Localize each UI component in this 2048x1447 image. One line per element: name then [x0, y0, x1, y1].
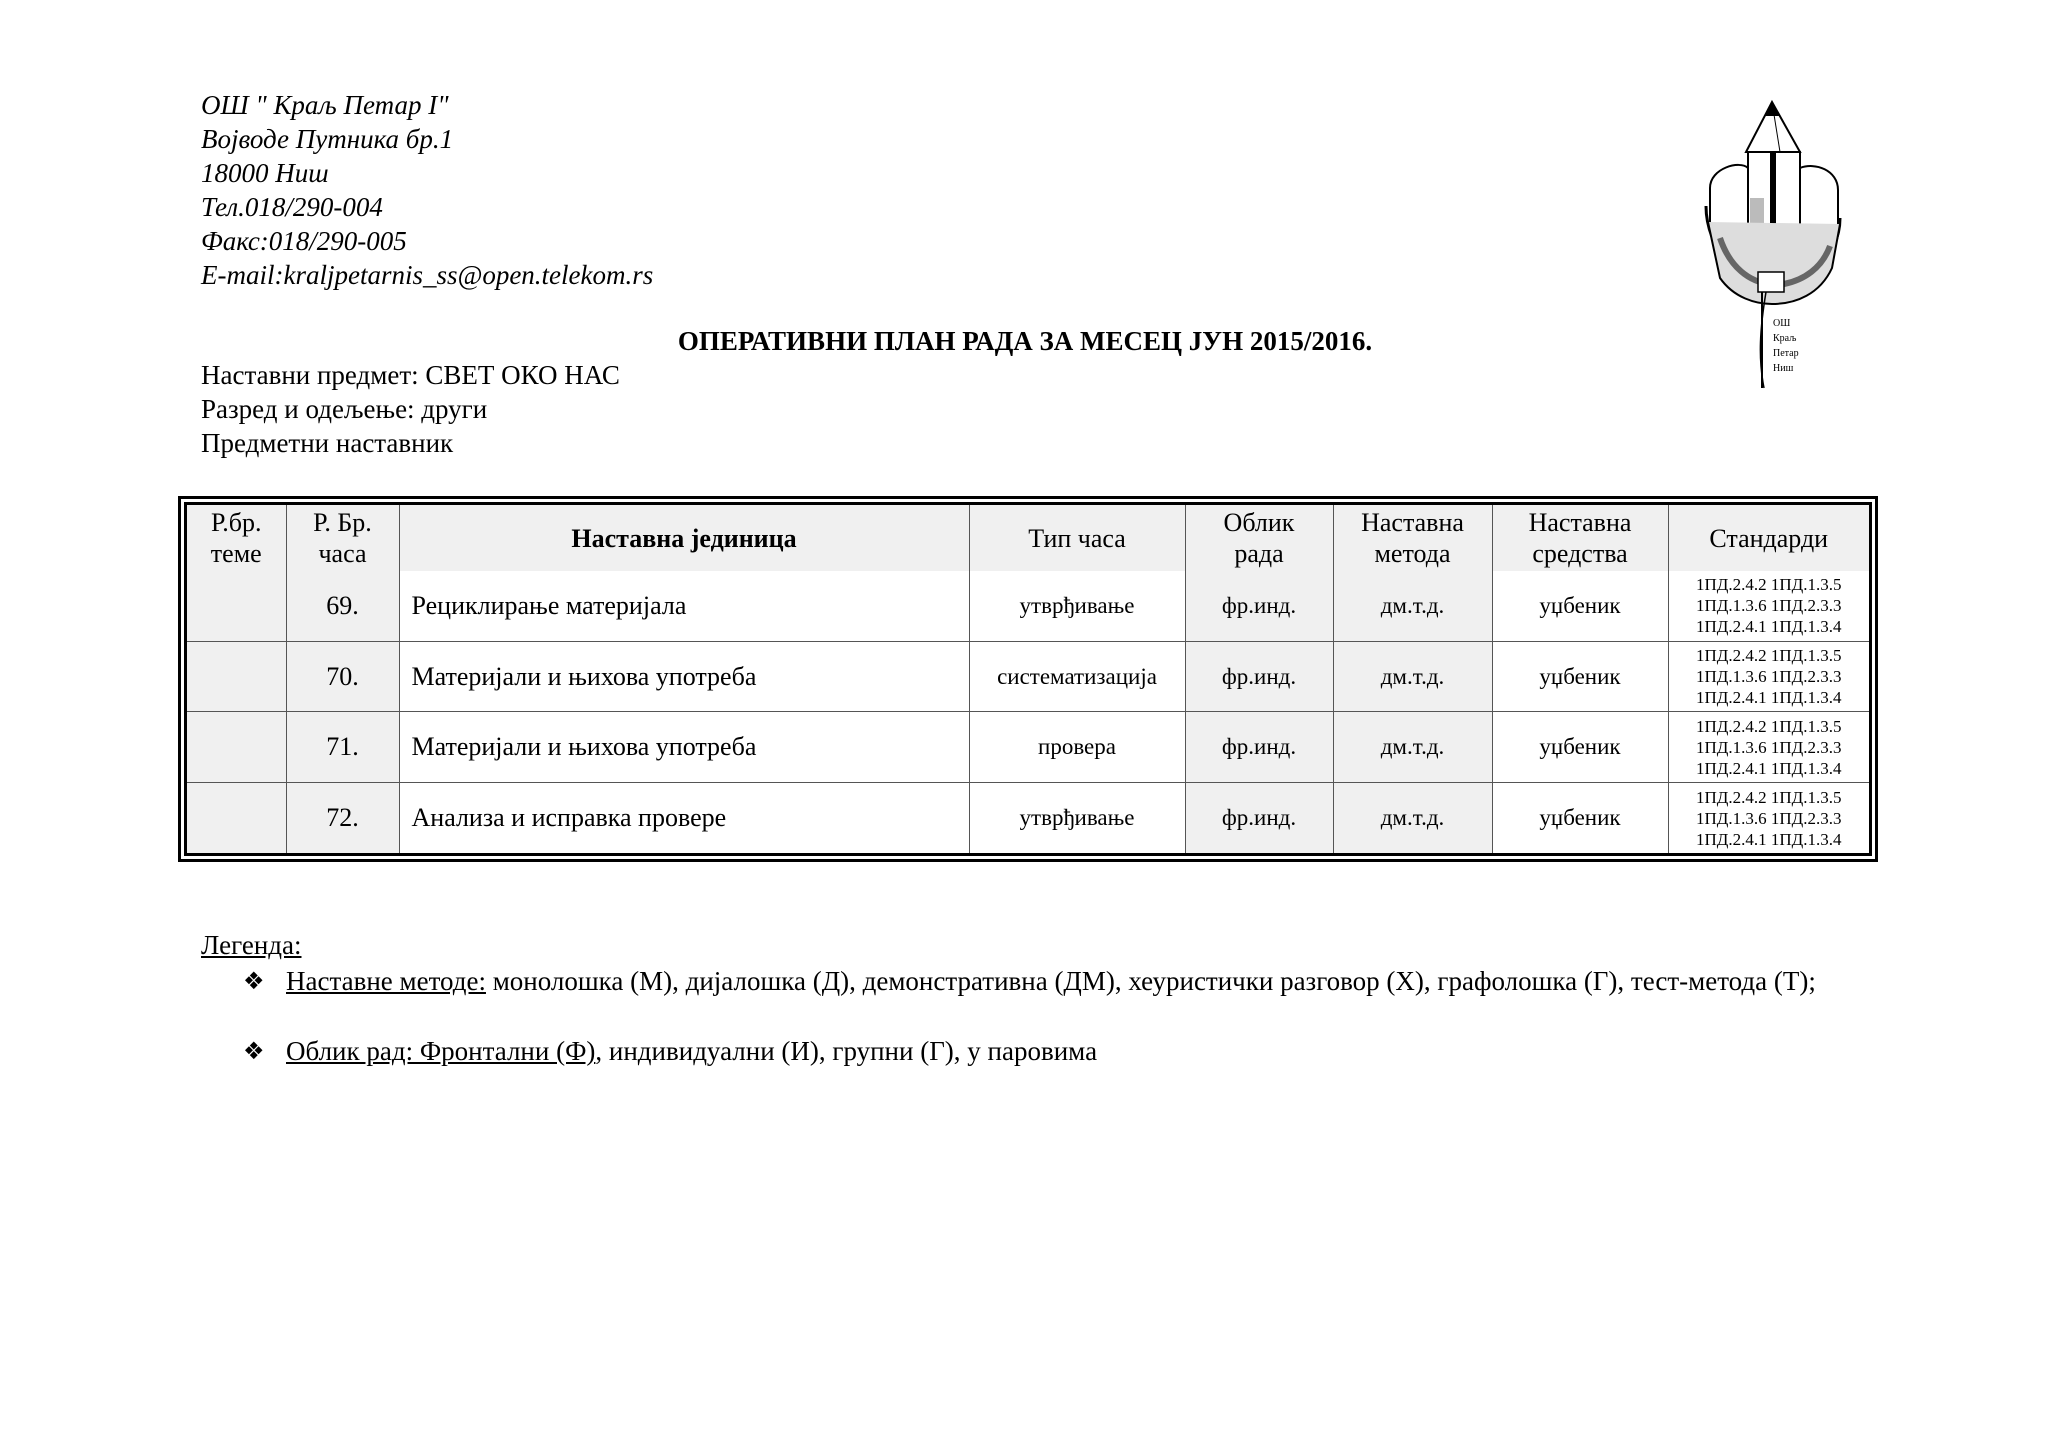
header-work-form [1185, 505, 1333, 571]
cell-form: фр.инд. [1185, 712, 1333, 783]
legend-forms-label: Облик рад: Фронтални (Ф) [286, 1036, 596, 1066]
cell-standards [1668, 571, 1869, 641]
school-city: 18000 Ниш [201, 158, 329, 188]
cell-means: уџбеник [1492, 641, 1668, 712]
plan-table [187, 505, 1869, 853]
cell-topic [187, 712, 286, 783]
cell-topic [187, 641, 286, 712]
school-phone: Тел.018/290-004 [201, 192, 383, 222]
header-topic-number [187, 505, 286, 571]
standards-line: 1ПД.2.4.2 1ПД.1.3.5 [1696, 787, 1842, 807]
standards-line: 1ПД.2.4.1 1ПД.1.3.4 [1696, 617, 1842, 637]
table-row [187, 712, 1869, 783]
diamond-bullet-icon: ❖ [243, 967, 265, 995]
header-teaching-means [1492, 505, 1668, 571]
cell-type: утврђивање [969, 571, 1185, 641]
legend-forms-text: , индивидуални (И), групни (Г), у паровима [595, 1036, 1098, 1066]
cell-method: дм.т.д. [1333, 783, 1492, 853]
cell-lesson: 71. [286, 712, 399, 783]
header-teaching-means-line2: средства [1532, 539, 1628, 568]
standards-line: 1ПД.2.4.2 1ПД.1.3.5 [1696, 716, 1842, 736]
school-email: E-mail:kraljpetarnis_ss@open.telekom.rs [201, 260, 654, 290]
teacher-line: Предметни наставник [201, 428, 454, 458]
header-teaching-unit: Наставна јединица [399, 505, 969, 571]
cell-standards [1668, 712, 1869, 783]
cell-topic [187, 783, 286, 853]
standards-line: 1ПД.1.3.6 1ПД.2.3.3 [1696, 596, 1842, 616]
school-header [201, 88, 653, 292]
document-meta [201, 358, 620, 460]
cell-means: уџбеник [1492, 783, 1668, 853]
school-fax: Факс:018/290-005 [201, 226, 407, 256]
cell-method: дм.т.д. [1333, 712, 1492, 783]
cell-unit: Материјали и њихова употреба [399, 641, 969, 712]
diamond-bullet-icon: ❖ [243, 1037, 265, 1065]
header-standards: Стандарди [1668, 505, 1869, 571]
cell-type: систематизација [969, 641, 1185, 712]
cell-unit: Материјали и њихова употреба [399, 712, 969, 783]
header-work-form-line2: рада [1234, 539, 1284, 568]
standards-line: 1ПД.1.3.6 1ПД.2.3.3 [1696, 737, 1842, 757]
standards-line: 1ПД.2.4.1 1ПД.1.3.4 [1696, 829, 1842, 849]
cell-standards [1668, 783, 1869, 853]
legend-item-forms [243, 1034, 1846, 1068]
header-teaching-method [1333, 505, 1492, 571]
cell-form: фр.инд. [1185, 783, 1333, 853]
cell-standards [1668, 641, 1869, 712]
document-title: ОПЕРАТИВНИ ПЛАН РАДА ЗА МЕСЕЦ ЈУН 2015/2016. [677, 326, 1373, 356]
standards-line: 1ПД.2.4.2 1ПД.1.3.5 [1696, 575, 1842, 595]
legend-item-methods [243, 964, 1846, 998]
cell-lesson: 69. [286, 571, 399, 641]
table-row [187, 571, 1869, 641]
cell-unit: Рециклирање материјала [399, 571, 969, 641]
cell-means: уџбеник [1492, 571, 1668, 641]
grade-line: Разред и одељење: други [201, 394, 488, 424]
logo-text-line4: Ниш [1773, 363, 1794, 374]
cell-lesson: 72. [286, 783, 399, 853]
standards-line: 1ПД.1.3.6 1ПД.2.3.3 [1696, 667, 1842, 687]
legend [201, 928, 1816, 1066]
cell-lesson: 70. [286, 641, 399, 712]
logo-text-line2: Краљ [1773, 333, 1797, 344]
school-name: ОШ " Краљ Петар I" [201, 90, 449, 120]
header-teaching-method-line1: Наставна [1361, 508, 1464, 537]
table-row [187, 783, 1869, 853]
header-lesson-type: Тип часа [969, 505, 1185, 571]
cell-type: утврђивање [969, 783, 1185, 853]
cell-means: уџбеник [1492, 712, 1668, 783]
cell-method: дм.т.д. [1333, 571, 1492, 641]
header-work-form-line1: Облик [1223, 508, 1295, 537]
header-lesson-number [286, 505, 399, 571]
standards-line: 1ПД.2.4.2 1ПД.1.3.5 [1696, 646, 1842, 666]
header-topic-number-line2: теме [210, 539, 262, 568]
legend-methods-label: Наставне методе: [286, 966, 486, 996]
table-header-row [187, 505, 1869, 571]
cell-topic [187, 571, 286, 641]
logo-text-line3: Петар [1773, 348, 1799, 359]
standards-line: 1ПД.2.4.1 1ПД.1.3.4 [1696, 758, 1842, 778]
plan-table-inner-frame [184, 502, 1872, 856]
legend-methods-text: монолошка (М), дијалошка (Д), демонстративна (ДМ), хеуристички разговор (Х), графолошка (Г), тест-метода (Т); [485, 966, 1816, 996]
header-topic-number-line1: Р.бр. [211, 508, 262, 537]
standards-line: 1ПД.2.4.1 1ПД.1.3.4 [1696, 688, 1842, 708]
table-row [187, 641, 1869, 712]
school-street: Војводе Путника бр.1 [201, 124, 454, 154]
plan-table-frame [178, 496, 1878, 862]
logo-text-line1: ОШ [1773, 318, 1791, 329]
header-teaching-means-line1: Наставна [1528, 508, 1632, 537]
cell-method: дм.т.д. [1333, 641, 1492, 712]
cell-form: фр.инд. [1185, 641, 1333, 712]
standards-line: 1ПД.1.3.6 1ПД.2.3.3 [1696, 808, 1842, 828]
header-lesson-number-line1: Р. Бр. [313, 508, 372, 537]
cell-form: фр.инд. [1185, 571, 1333, 641]
cell-unit: Анализа и исправка провере [399, 783, 969, 853]
subject-line: Наставни предмет: СВЕТ ОКО НАС [201, 360, 620, 390]
cell-type: провера [969, 712, 1185, 783]
header-teaching-method-line2: метода [1374, 539, 1451, 568]
legend-title: Легенда: [201, 930, 302, 960]
header-lesson-number-line2: часа [318, 539, 367, 568]
